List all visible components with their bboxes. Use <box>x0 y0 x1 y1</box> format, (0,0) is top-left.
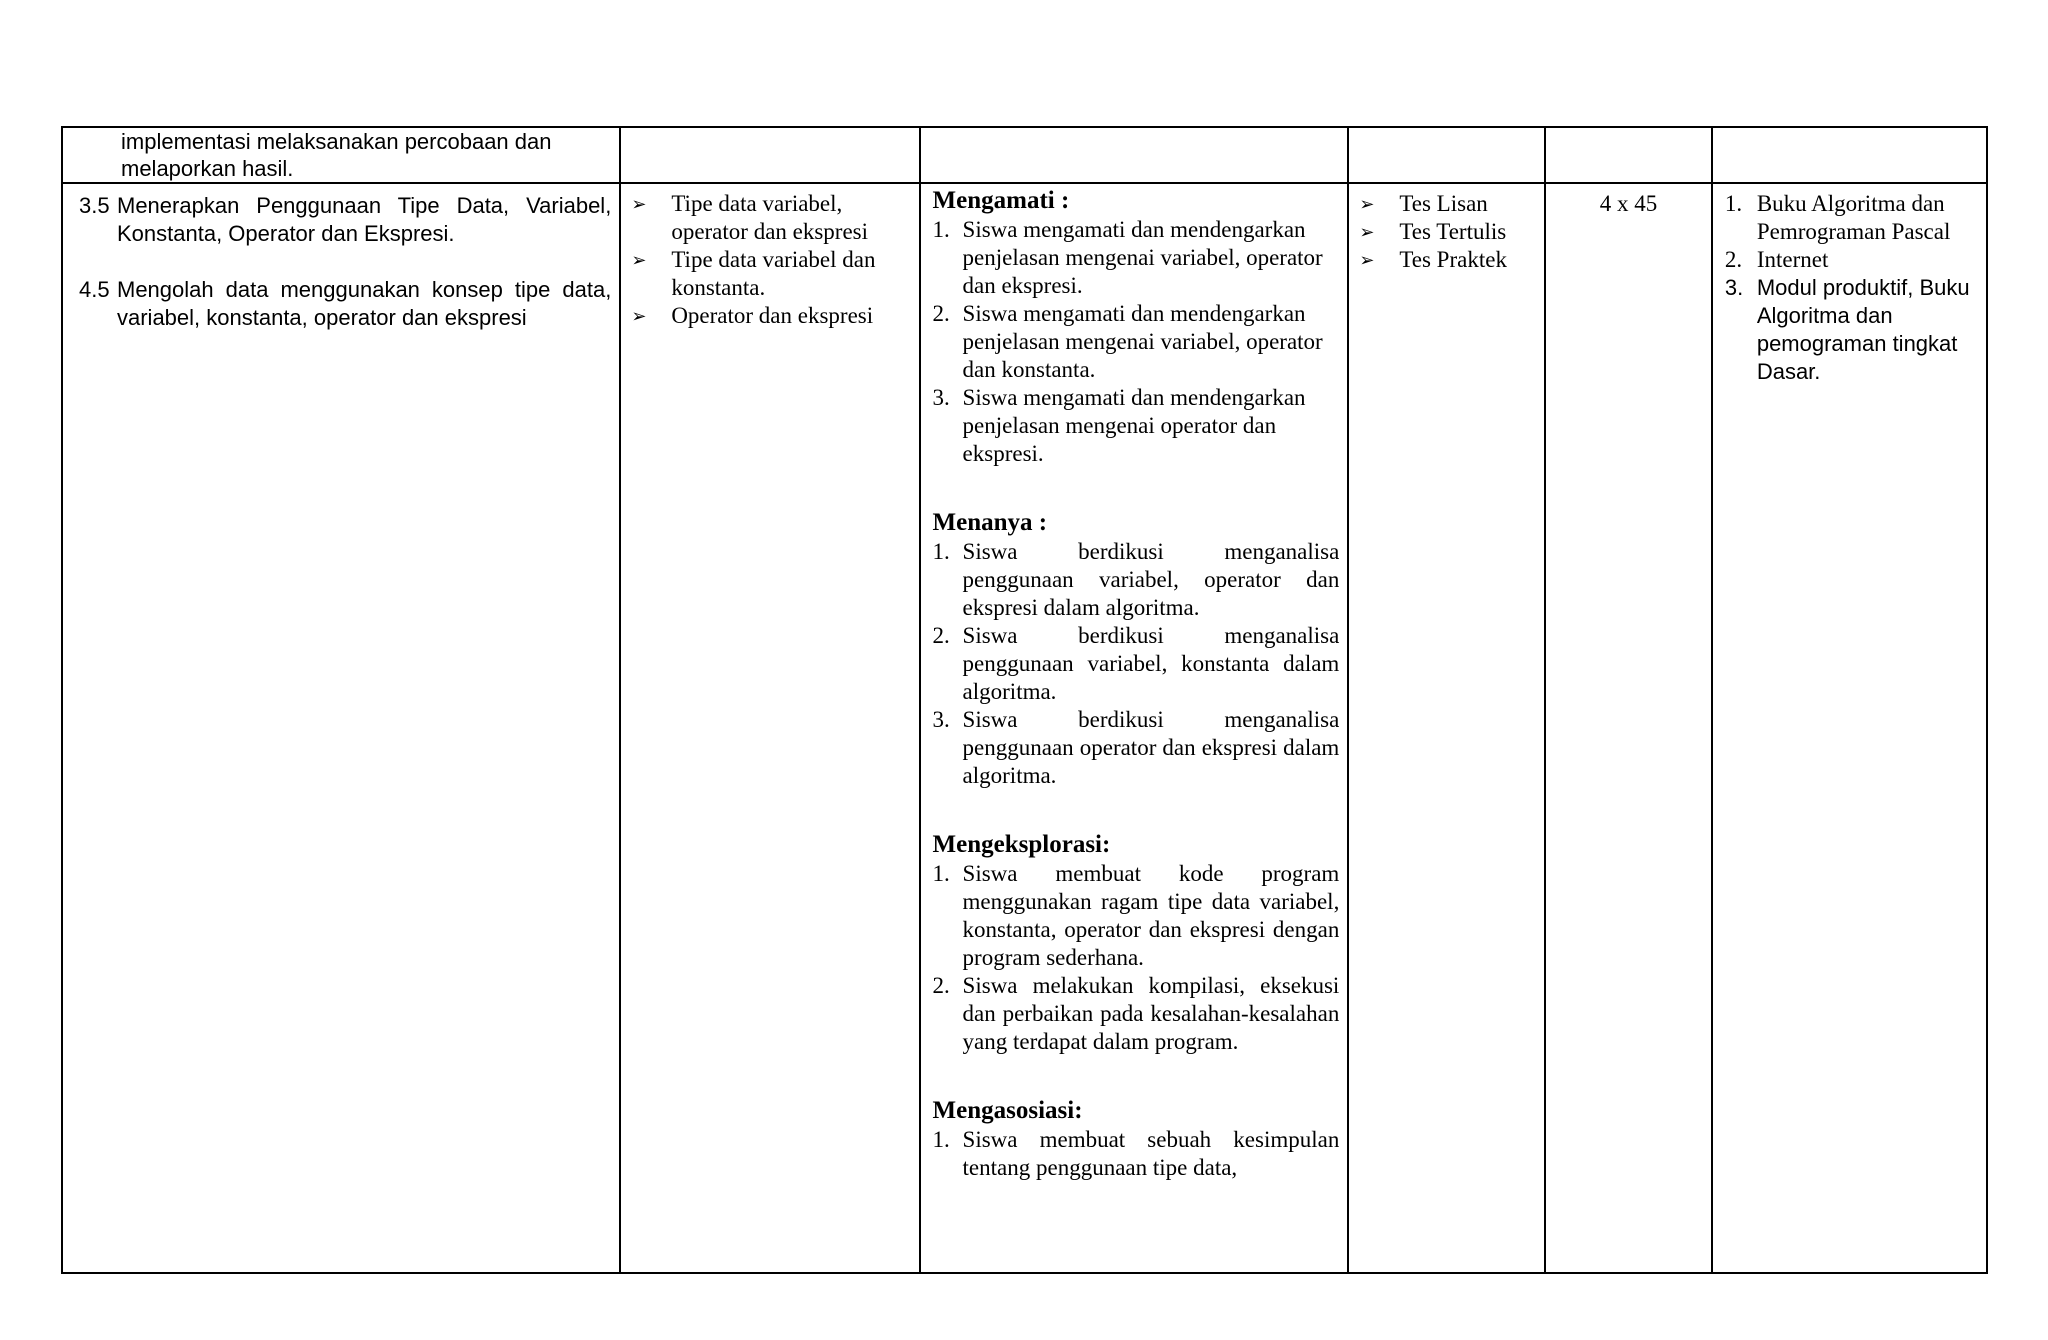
time-allocation: 4 x 45 <box>1599 191 1658 216</box>
list-item-text: Siswa berdikusi menganalisa penggunaan variabel, konstanta dalam algoritma. <box>962 623 1340 704</box>
section-heading-mengamati: Mengamati : <box>932 187 1070 214</box>
section-heading-mengeksplorasi: Mengeksplorasi: <box>932 831 1111 858</box>
table-row-main <box>62 183 1987 1273</box>
list-item-text: Siswa mengamati dan mendengarkan penjelasan mengenai variabel, operator dan ekspresi. <box>962 217 1323 298</box>
cell-empty <box>920 127 1349 183</box>
arrow-bullet-icon: ➢ <box>631 306 647 326</box>
list-item-text: Siswa berdikusi menganalisa penggunaan operator dan ekspresi dalam algoritma. <box>962 707 1340 788</box>
list-item: 1. Siswa mengamati dan mendengarkan penjelasan mengenai variabel, operator dan ekspresi. <box>933 216 1340 300</box>
cell-empty <box>1348 127 1545 183</box>
list-item: 3. Siswa mengamati dan mendengarkan penjelasan mengenai operator dan ekspresi. <box>933 384 1340 468</box>
source-text: Buku Algoritma dan Pemrograman Pascal <box>1756 191 1951 244</box>
competency-item <box>79 276 611 332</box>
list-item: 2. Siswa mengamati dan mendengarkan penjelasan mengenai variabel, operator dan konstanta. <box>933 300 1340 384</box>
competency-text: Menerapkan Penggunaan Tipe Data, Variabel, Konstanta, Operator dan Ekspresi. <box>117 193 612 246</box>
list-item-text: Siswa mengamati dan mendengarkan penjelasan mengenai variabel, operator dan konstanta. <box>962 301 1323 382</box>
source-text: Internet <box>1756 247 1829 272</box>
arrow-bullet-icon: ➢ <box>1359 222 1375 242</box>
cell-continuation <box>62 127 620 183</box>
competency-number: 4.5 <box>79 277 110 302</box>
material-text: Tipe data variabel, operator dan ekspresi <box>671 191 869 244</box>
list-item-text: Siswa membuat kode program menggunakan ragam tipe data variabel, konstanta, operator dan ekspresi dengan program sederhana. <box>962 861 1340 970</box>
assessment-text: Tes Lisan <box>1399 191 1488 216</box>
material-text: Tipe data variabel dan konstanta. <box>671 247 876 300</box>
assessment-item <box>1359 246 1538 274</box>
arrow-bullet-icon: ➢ <box>631 250 647 270</box>
competency-number: 3.5 <box>79 193 110 218</box>
table-row-continuation <box>62 127 1987 183</box>
competency-item <box>79 192 611 248</box>
cell-competencies <box>62 183 620 1273</box>
source-item: 1. Buku Algoritma dan Pemrograman Pascal <box>1725 190 1980 246</box>
assessment-item <box>1359 190 1538 218</box>
material-item <box>631 190 912 246</box>
arrow-bullet-icon: ➢ <box>631 194 647 214</box>
cell-sources <box>1712 183 1987 1273</box>
cell-empty <box>620 127 919 183</box>
source-text: Modul produktif, Buku Algoritma dan pemograman tingkat Dasar. <box>1756 275 1970 384</box>
cell-activities <box>920 183 1349 1273</box>
material-item <box>631 302 912 330</box>
source-item: 2. Internet <box>1724 247 1829 272</box>
assessment-text: Tes Tertulis <box>1399 219 1507 244</box>
list-item: 1. Siswa membuat sebuah kesimpulan tentang penggunaan tipe data, <box>932 1127 1340 1180</box>
list-item-text: Siswa berdikusi menganalisa penggunaan variabel, operator dan ekspresi dalam algoritma. <box>962 539 1340 620</box>
list-item-text: Siswa melakukan kompilasi, eksekusi dan perbaikan pada kesalahan-kesalahan yang terdapat dalam program. <box>962 973 1340 1054</box>
material-item <box>631 246 912 302</box>
list-item-text: Siswa mengamati dan mendengarkan penjelasan mengenai operator dan ekspresi. <box>962 385 1306 466</box>
cell-assessment <box>1348 183 1545 1273</box>
list-item: 2. Siswa melakukan kompilasi, eksekusi dan perbaikan pada kesalahan-kesalahan yang terdapat dalam program. <box>932 973 1340 1054</box>
section-heading-menanya: Menanya : <box>932 509 1048 536</box>
arrow-bullet-icon: ➢ <box>1359 194 1375 214</box>
cell-time-allocation <box>1545 183 1712 1273</box>
material-text: Operator dan ekspresi <box>671 303 874 328</box>
source-item: 3. Modul produktif, Buku Algoritma dan pemograman tingkat Dasar. <box>1725 274 1980 386</box>
cell-empty <box>1545 127 1712 183</box>
assessment-item <box>1359 218 1538 246</box>
continuation-text: implementasi melaksanakan percobaan dan melaporkan hasil. <box>121 129 552 181</box>
cell-materials <box>620 183 919 1273</box>
list-item: 1. Siswa berdikusi menganalisa penggunaan variabel, operator dan ekspresi dalam algoritma. <box>932 539 1340 620</box>
cell-empty <box>1712 127 1987 183</box>
list-item: 2. Siswa berdikusi menganalisa penggunaan variabel, konstanta dalam algoritma. <box>932 623 1340 704</box>
list-item: 1. Siswa membuat kode program menggunakan ragam tipe data variabel, konstanta, operator dan ekspresi dengan program sederhana. <box>932 861 1340 970</box>
section-heading-mengasosiasi: Mengasosiasi: <box>932 1097 1083 1124</box>
list-item-text: Siswa membuat sebuah kesimpulan tentang penggunaan tipe data, <box>962 1127 1340 1180</box>
arrow-bullet-icon: ➢ <box>1359 250 1375 270</box>
assessment-text: Tes Praktek <box>1399 247 1507 272</box>
syllabus-table <box>61 126 1988 1274</box>
list-item: 3. Siswa berdikusi menganalisa penggunaan operator dan ekspresi dalam algoritma. <box>932 707 1340 788</box>
competency-text: Mengolah data menggunakan konsep tipe data, variabel, konstanta, operator dan ekspresi <box>117 277 612 330</box>
